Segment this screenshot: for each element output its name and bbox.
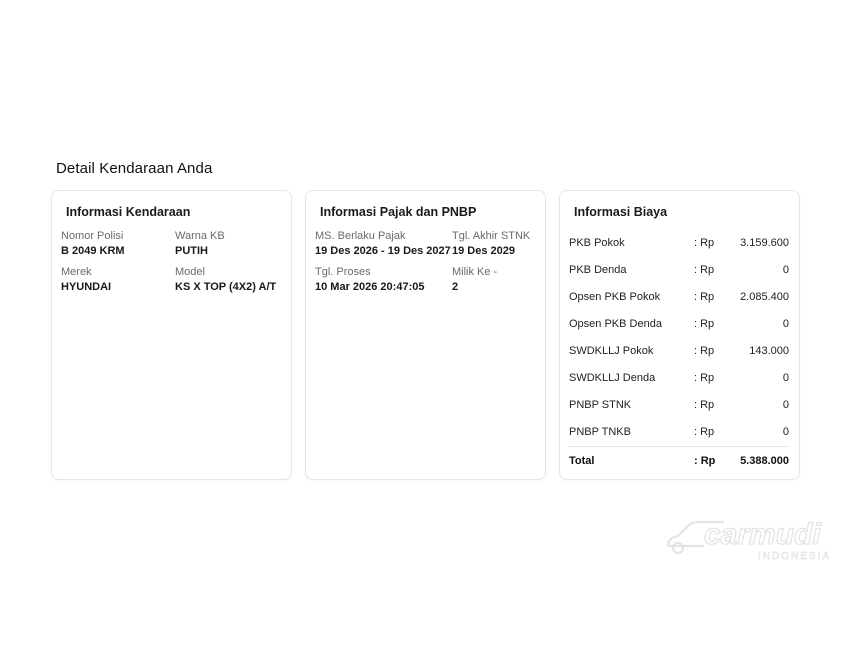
cost-amount: 0 — [782, 263, 789, 276]
field-value: B 2049 KRM — [61, 245, 125, 257]
cost-name: SWDKLLJ Pokok — [569, 344, 654, 357]
cost-amount: 0 — [782, 371, 789, 384]
tax-info-card — [305, 190, 546, 480]
cost-list — [569, 229, 789, 475]
cost-total-currency: : Rp — [694, 455, 716, 467]
vehicle-info-title: Informasi Kendaraan — [66, 205, 191, 219]
field-value: HYUNDAI — [61, 281, 112, 293]
cost-info-card — [559, 190, 800, 480]
cost-name: PKB Pokok — [569, 236, 625, 249]
cost-currency: : Rp — [694, 425, 715, 438]
vehicle-info-card — [51, 190, 292, 480]
cost-currency: : Rp — [694, 344, 715, 357]
field-value: 19 Des 2029 — [452, 245, 515, 257]
cost-amount: 0 — [782, 317, 789, 330]
cost-amount: 3.159.600 — [740, 236, 789, 249]
field-label: MS. Berlaku Pajak — [315, 230, 406, 242]
cost-row-swdkllj-denda — [569, 364, 789, 391]
tax-info-title: Informasi Pajak dan PNBP — [320, 205, 477, 219]
cost-name: SWDKLLJ Denda — [569, 371, 656, 384]
cost-row-pkb-denda — [569, 256, 789, 283]
field-model — [175, 265, 276, 295]
field-label: Tgl. Akhir STNK — [452, 230, 531, 242]
carmudi-watermark-logo — [664, 512, 854, 566]
cost-row-pnbp-tnkb — [569, 418, 789, 445]
cost-row-pkb-pokok — [569, 229, 789, 256]
field-label: Warna KB — [175, 230, 225, 242]
field-value: 19 Des 2026 - 19 Des 2027 — [315, 245, 451, 257]
cost-name: PNBP TNKB — [569, 425, 631, 438]
field-label: Model — [175, 266, 205, 278]
cost-total-amount: 5.388.000 — [740, 455, 789, 467]
cost-name: PNBP STNK — [569, 398, 632, 411]
field-warna-kb — [175, 229, 225, 259]
field-value: 2 — [452, 281, 459, 293]
field-label: Milik Ke - — [452, 266, 498, 278]
cost-name: PKB Denda — [569, 263, 627, 276]
field-tgl-akhir-stnk — [452, 229, 530, 259]
cost-name: Opsen PKB Pokok — [569, 290, 661, 303]
cost-amount: 0 — [782, 425, 789, 438]
cost-total-name: Total — [569, 455, 595, 467]
cost-amount: 0 — [782, 398, 789, 411]
field-value: PUTIH — [175, 245, 208, 257]
field-value: KS X TOP (4X2) A/T — [175, 281, 277, 293]
cost-currency: : Rp — [694, 371, 715, 384]
cost-info-title: Informasi Biaya — [574, 205, 668, 219]
field-merek — [61, 265, 111, 295]
cost-currency: : Rp — [694, 398, 715, 411]
field-nomor-polisi — [61, 229, 125, 259]
field-label: Nomor Polisi — [61, 230, 124, 242]
cost-currency: : Rp — [694, 236, 715, 249]
page-title: Detail Kendaraan Anda — [56, 160, 213, 177]
field-milik-ke — [452, 265, 497, 295]
cost-currency: : Rp — [694, 263, 715, 276]
cost-amount: 143.000 — [749, 344, 789, 357]
cost-amount: 2.085.400 — [740, 290, 789, 303]
cost-row-swdkllj-pokok — [569, 337, 789, 364]
field-label: Merek — [61, 266, 92, 278]
cost-currency: : Rp — [694, 317, 715, 330]
cost-currency: : Rp — [694, 290, 715, 303]
cost-row-opsen-pkb-pokok — [569, 283, 789, 310]
cost-row-total — [569, 446, 789, 475]
watermark-sub: INDONESIA — [758, 551, 832, 562]
cost-name: Opsen PKB Denda — [569, 317, 662, 330]
cost-row-pnbp-stnk — [569, 391, 789, 418]
field-masa-berlaku-pajak — [315, 229, 451, 259]
watermark-brand: carmudi — [704, 518, 821, 551]
cost-row-opsen-pkb-denda — [569, 310, 789, 337]
field-label: Tgl. Proses — [315, 266, 371, 278]
field-value: 10 Mar 2026 20:47:05 — [315, 281, 425, 293]
field-tgl-proses — [315, 265, 424, 295]
